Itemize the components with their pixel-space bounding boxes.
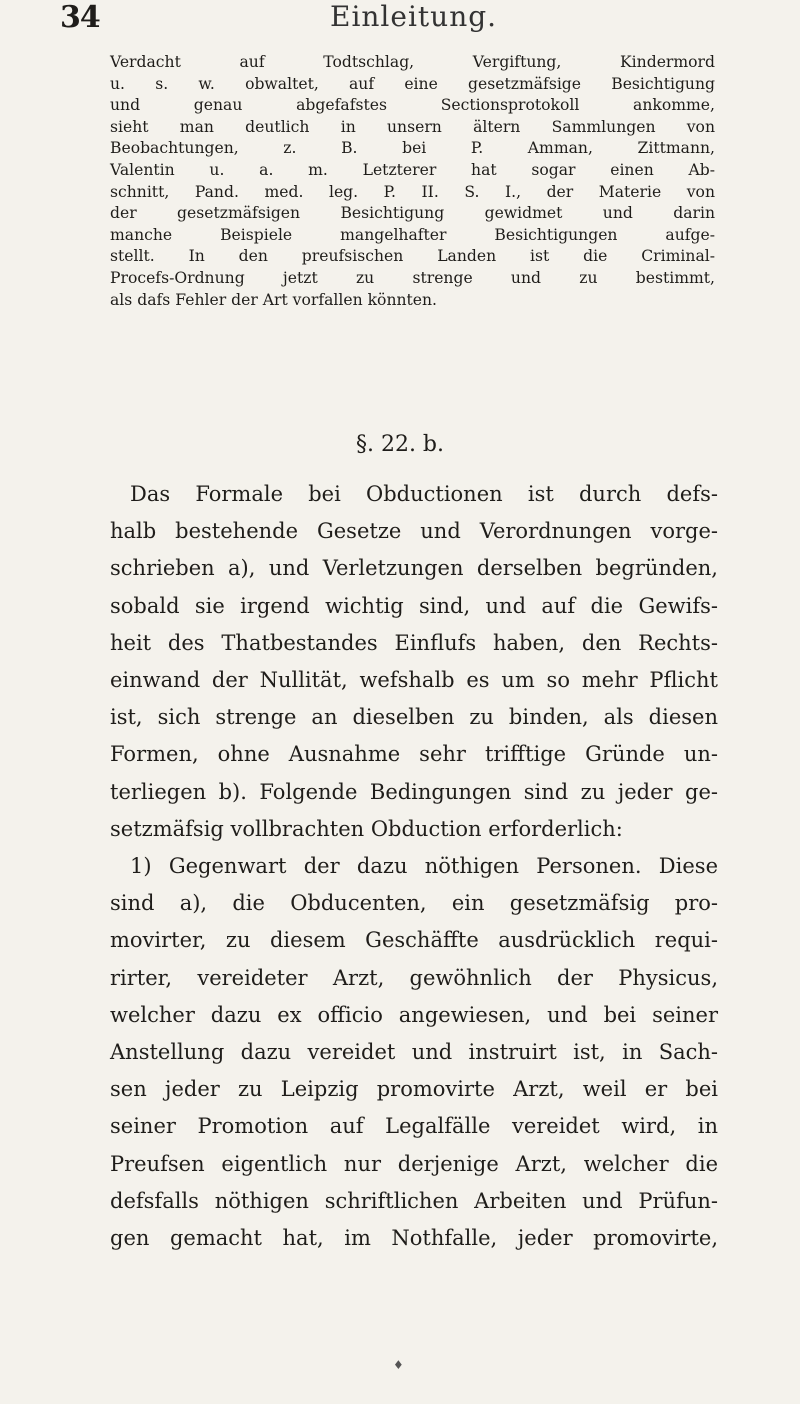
text-line: 1) Gegenwart der dazu nöthigen Personen. Diese (130, 854, 718, 879)
text-line: movirter, zu diesem Geschäffte ausdrücklich requi- (110, 928, 718, 953)
text-line: halb bestehende Gesetze und Verordnungen vorge- (110, 519, 718, 544)
text-line: seiner Promotion auf Legalfälle vereidet wird, in (110, 1114, 718, 1139)
text-line: und genau abgefafstes Sectionsprotokoll ankomme, (110, 96, 715, 115)
text-line: defsfalls nöthigen schriftlichen Arbeiten und Prüfun- (110, 1188, 718, 1213)
text-line: heit des Thatbestandes Einflufs haben, den Rechts- (110, 630, 718, 655)
text-line: Verdacht auf Todtschlag, Vergiftung, Kindermord (110, 53, 715, 71)
text-line: Preufsen eigentlich nur derjenige Arzt, welcher die (110, 1151, 718, 1176)
main-paragraph (110, 476, 718, 848)
text-line: welcher dazu ex officio angewiesen, und bei seiner (110, 1002, 718, 1027)
text-line: stellt. In den preufsischen Landen ist die Criminal- (110, 247, 715, 266)
text-line: Valentin u. a. m. Letzterer hat sogar einen Ab- (110, 160, 715, 179)
printer-mark: ♦ (393, 1358, 404, 1372)
text-line: terliegen b). Folgende Bedingungen sind zu jeder ge- (110, 779, 718, 804)
small-paragraph (110, 52, 715, 311)
page-number: 34 (60, 0, 100, 35)
text-line: einwand der Nullität, wefshalb es um so mehr Pflicht (110, 668, 718, 693)
text-line: als dafs Fehler der Art vorfallen könnten. (110, 290, 438, 309)
running-title: Einleitung. (330, 0, 498, 33)
text-line: sind a), die Obducenten, ein gesetzmäfsig pro- (110, 891, 718, 916)
text-line: Beobachtungen, z. B. bei P. Amman, Zittmann, (110, 139, 715, 158)
text-line: setzmäfsig vollbrachten Obduction erforderlich: (110, 816, 623, 841)
text-line: sen jeder zu Leipzig promovirte Arzt, weil er bei (110, 1077, 718, 1102)
text-line: sieht man deutlich in unsern ältern Sammlungen von (110, 117, 715, 136)
list-paragraph (110, 848, 718, 1257)
section-heading: §. 22. b. (355, 432, 445, 457)
text-line: Anstellung dazu vereidet und instruirt ist, in Sach- (110, 1040, 718, 1065)
text-line: Das Formale bei Obductionen ist durch defs- (130, 482, 718, 506)
text-line: manche Beispiele mangelhafter Besichtigungen aufge- (110, 225, 715, 244)
text-line: der gesetzmäfsigen Besichtigung gewidmet und darin (110, 204, 715, 223)
text-line: sobald sie irgend wichtig sind, und auf die Gewifs- (110, 593, 718, 618)
text-line: Procefs-Ordnung jetzt zu strenge und zu bestimmt, (110, 268, 715, 287)
main-text (110, 476, 718, 1257)
text-line: schrieben a), und Verletzungen derselben begründen, (110, 556, 718, 581)
text-line: Formen, ohne Ausnahme sehr trifftige Gründe un- (110, 742, 718, 767)
text-line: ist, sich strenge an dieselben zu binden, als diesen (110, 705, 718, 730)
text-line: u. s. w. obwaltet, auf eine gesetzmäfsige Besichtigung (110, 74, 715, 93)
text-line: schnitt, Pand. med. leg. P. II. S. I., der Materie von (110, 182, 715, 201)
text-line: rirter, vereideter Arzt, gewöhnlich der Physicus, (110, 965, 718, 990)
text-line: gen gemacht hat, im Nothfalle, jeder promovirte, (110, 1226, 718, 1251)
